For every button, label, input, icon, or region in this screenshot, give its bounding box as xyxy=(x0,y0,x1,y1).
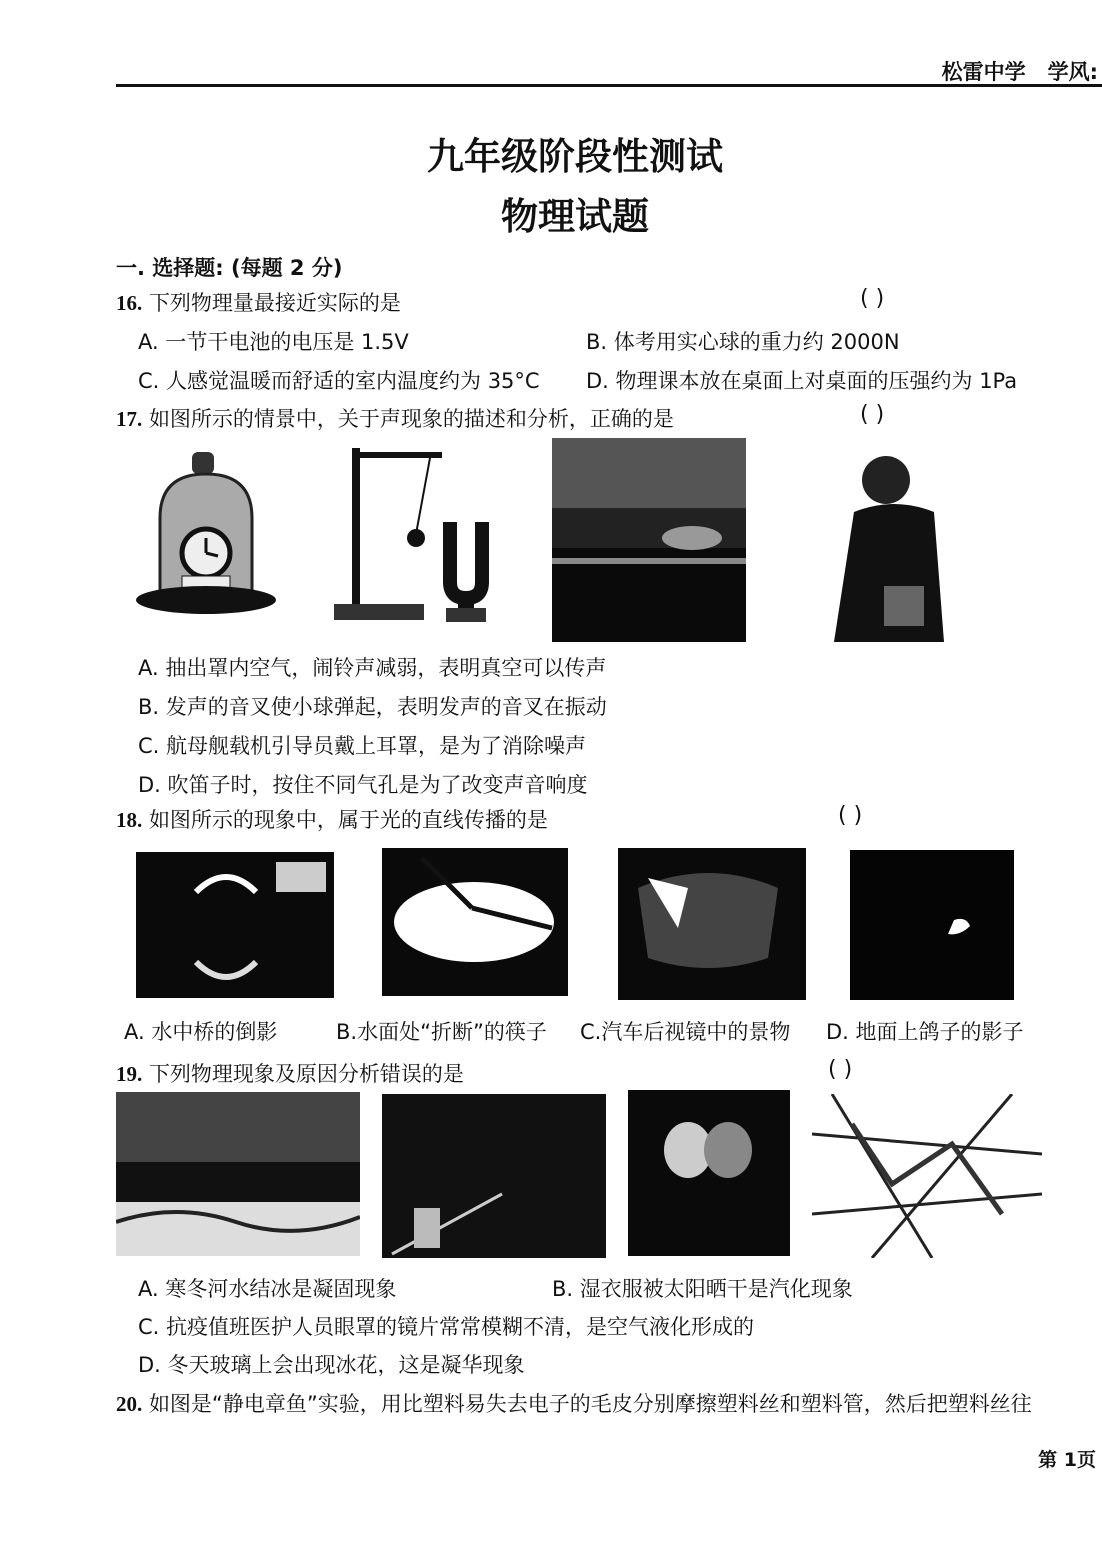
option-c: C. 人感觉温暖而舒适的室内温度约为 35°C xyxy=(138,369,540,393)
bell-jar-image xyxy=(136,448,276,620)
question-number: 17. xyxy=(116,407,143,431)
option-d: D. 冬天玻璃上会出现冰花，这是凝华现象 xyxy=(138,1353,525,1377)
option-b: B. 发声的音叉使小球弹起，表明发声的音叉在振动 xyxy=(138,695,607,719)
question-20 xyxy=(116,1388,1032,1418)
question-18 xyxy=(116,804,548,834)
option-c: C. 航母舰载机引导员戴上耳罩，是为了消除噪声 xyxy=(138,734,587,758)
rearview-mirror-image xyxy=(618,848,806,1000)
chopsticks-water-image xyxy=(382,848,568,996)
option-c: C. 抗疫值班医护人员眼罩的镜片常常模糊不清，是空气液化形成的 xyxy=(138,1315,755,1339)
answer-blank: ( ) xyxy=(838,803,863,828)
frozen-river-image xyxy=(116,1092,360,1256)
school-header xyxy=(942,56,1098,86)
option-b: B.水面处“折断”的筷子 xyxy=(336,1020,547,1044)
question-19 xyxy=(116,1058,464,1088)
school-motto: 学风: xyxy=(1047,60,1098,84)
medical-goggles-image xyxy=(628,1090,790,1256)
tuning-fork-image xyxy=(330,442,500,626)
ice-flower-image xyxy=(812,1094,1042,1258)
pigeon-shadow-image xyxy=(850,850,1014,1000)
option-d: D. 地面上鸽子的影子 xyxy=(826,1020,1024,1044)
question-stem: 下列物理现象及原因分析错误的是 xyxy=(148,1062,464,1086)
aircraft-carrier-image xyxy=(552,438,746,642)
header-rule xyxy=(116,84,1102,87)
option-b: B. 湿衣服被太阳晒干是汽化现象 xyxy=(552,1277,853,1301)
answer-blank: ( ) xyxy=(828,1057,853,1082)
drying-clothes-image xyxy=(382,1094,606,1258)
question-number: 18. xyxy=(116,808,143,832)
option-a: A. 抽出罩内空气，闹铃声减弱，表明真空可以传声 xyxy=(138,656,607,680)
page-number: 第 1页 xyxy=(1038,1449,1096,1471)
bridge-reflection-image xyxy=(136,852,334,998)
question-16 xyxy=(116,287,401,317)
section-heading: 一. 选择题: (每题 2 分) xyxy=(116,256,343,280)
question-number: 19. xyxy=(116,1062,143,1086)
question-stem: 下列物理量最接近实际的是 xyxy=(148,291,401,315)
option-b: B. 体考用实心球的重力约 2000N xyxy=(586,330,900,354)
answer-blank: ( ) xyxy=(860,402,885,427)
option-a: A. 一节干电池的电压是 1.5V xyxy=(138,330,409,354)
option-a: A. 水中桥的倒影 xyxy=(124,1020,278,1044)
question-stem: 如图所示的现象中，属于光的直线传播的是 xyxy=(148,808,548,832)
question-stem: 如图所示的情景中，关于声现象的描述和分析，正确的是 xyxy=(148,407,674,431)
answer-blank: ( ) xyxy=(860,286,885,311)
exam-title: 九年级阶段性测试 xyxy=(427,135,723,178)
flute-player-image xyxy=(824,436,968,642)
option-c: C.汽车后视镜中的景物 xyxy=(580,1020,791,1044)
school-name: 松雷中学 xyxy=(941,60,1026,84)
question-number: 16. xyxy=(116,291,143,315)
option-d: D. 物理课本放在桌面上对桌面的压强约为 1Pa xyxy=(586,369,1018,393)
question-number: 20. xyxy=(116,1392,143,1416)
question-stem: 如图是“静电章鱼”实验，用比塑料易失去电子的毛皮分别摩擦塑料丝和塑料管，然后把塑料丝往 xyxy=(148,1392,1032,1416)
question-17 xyxy=(116,403,674,433)
option-a: A. 寒冬河水结冰是凝固现象 xyxy=(138,1277,397,1301)
option-d: D. 吹笛子时，按住不同气孔是为了改变声音响度 xyxy=(138,773,588,797)
exam-subtitle: 物理试题 xyxy=(501,195,649,238)
